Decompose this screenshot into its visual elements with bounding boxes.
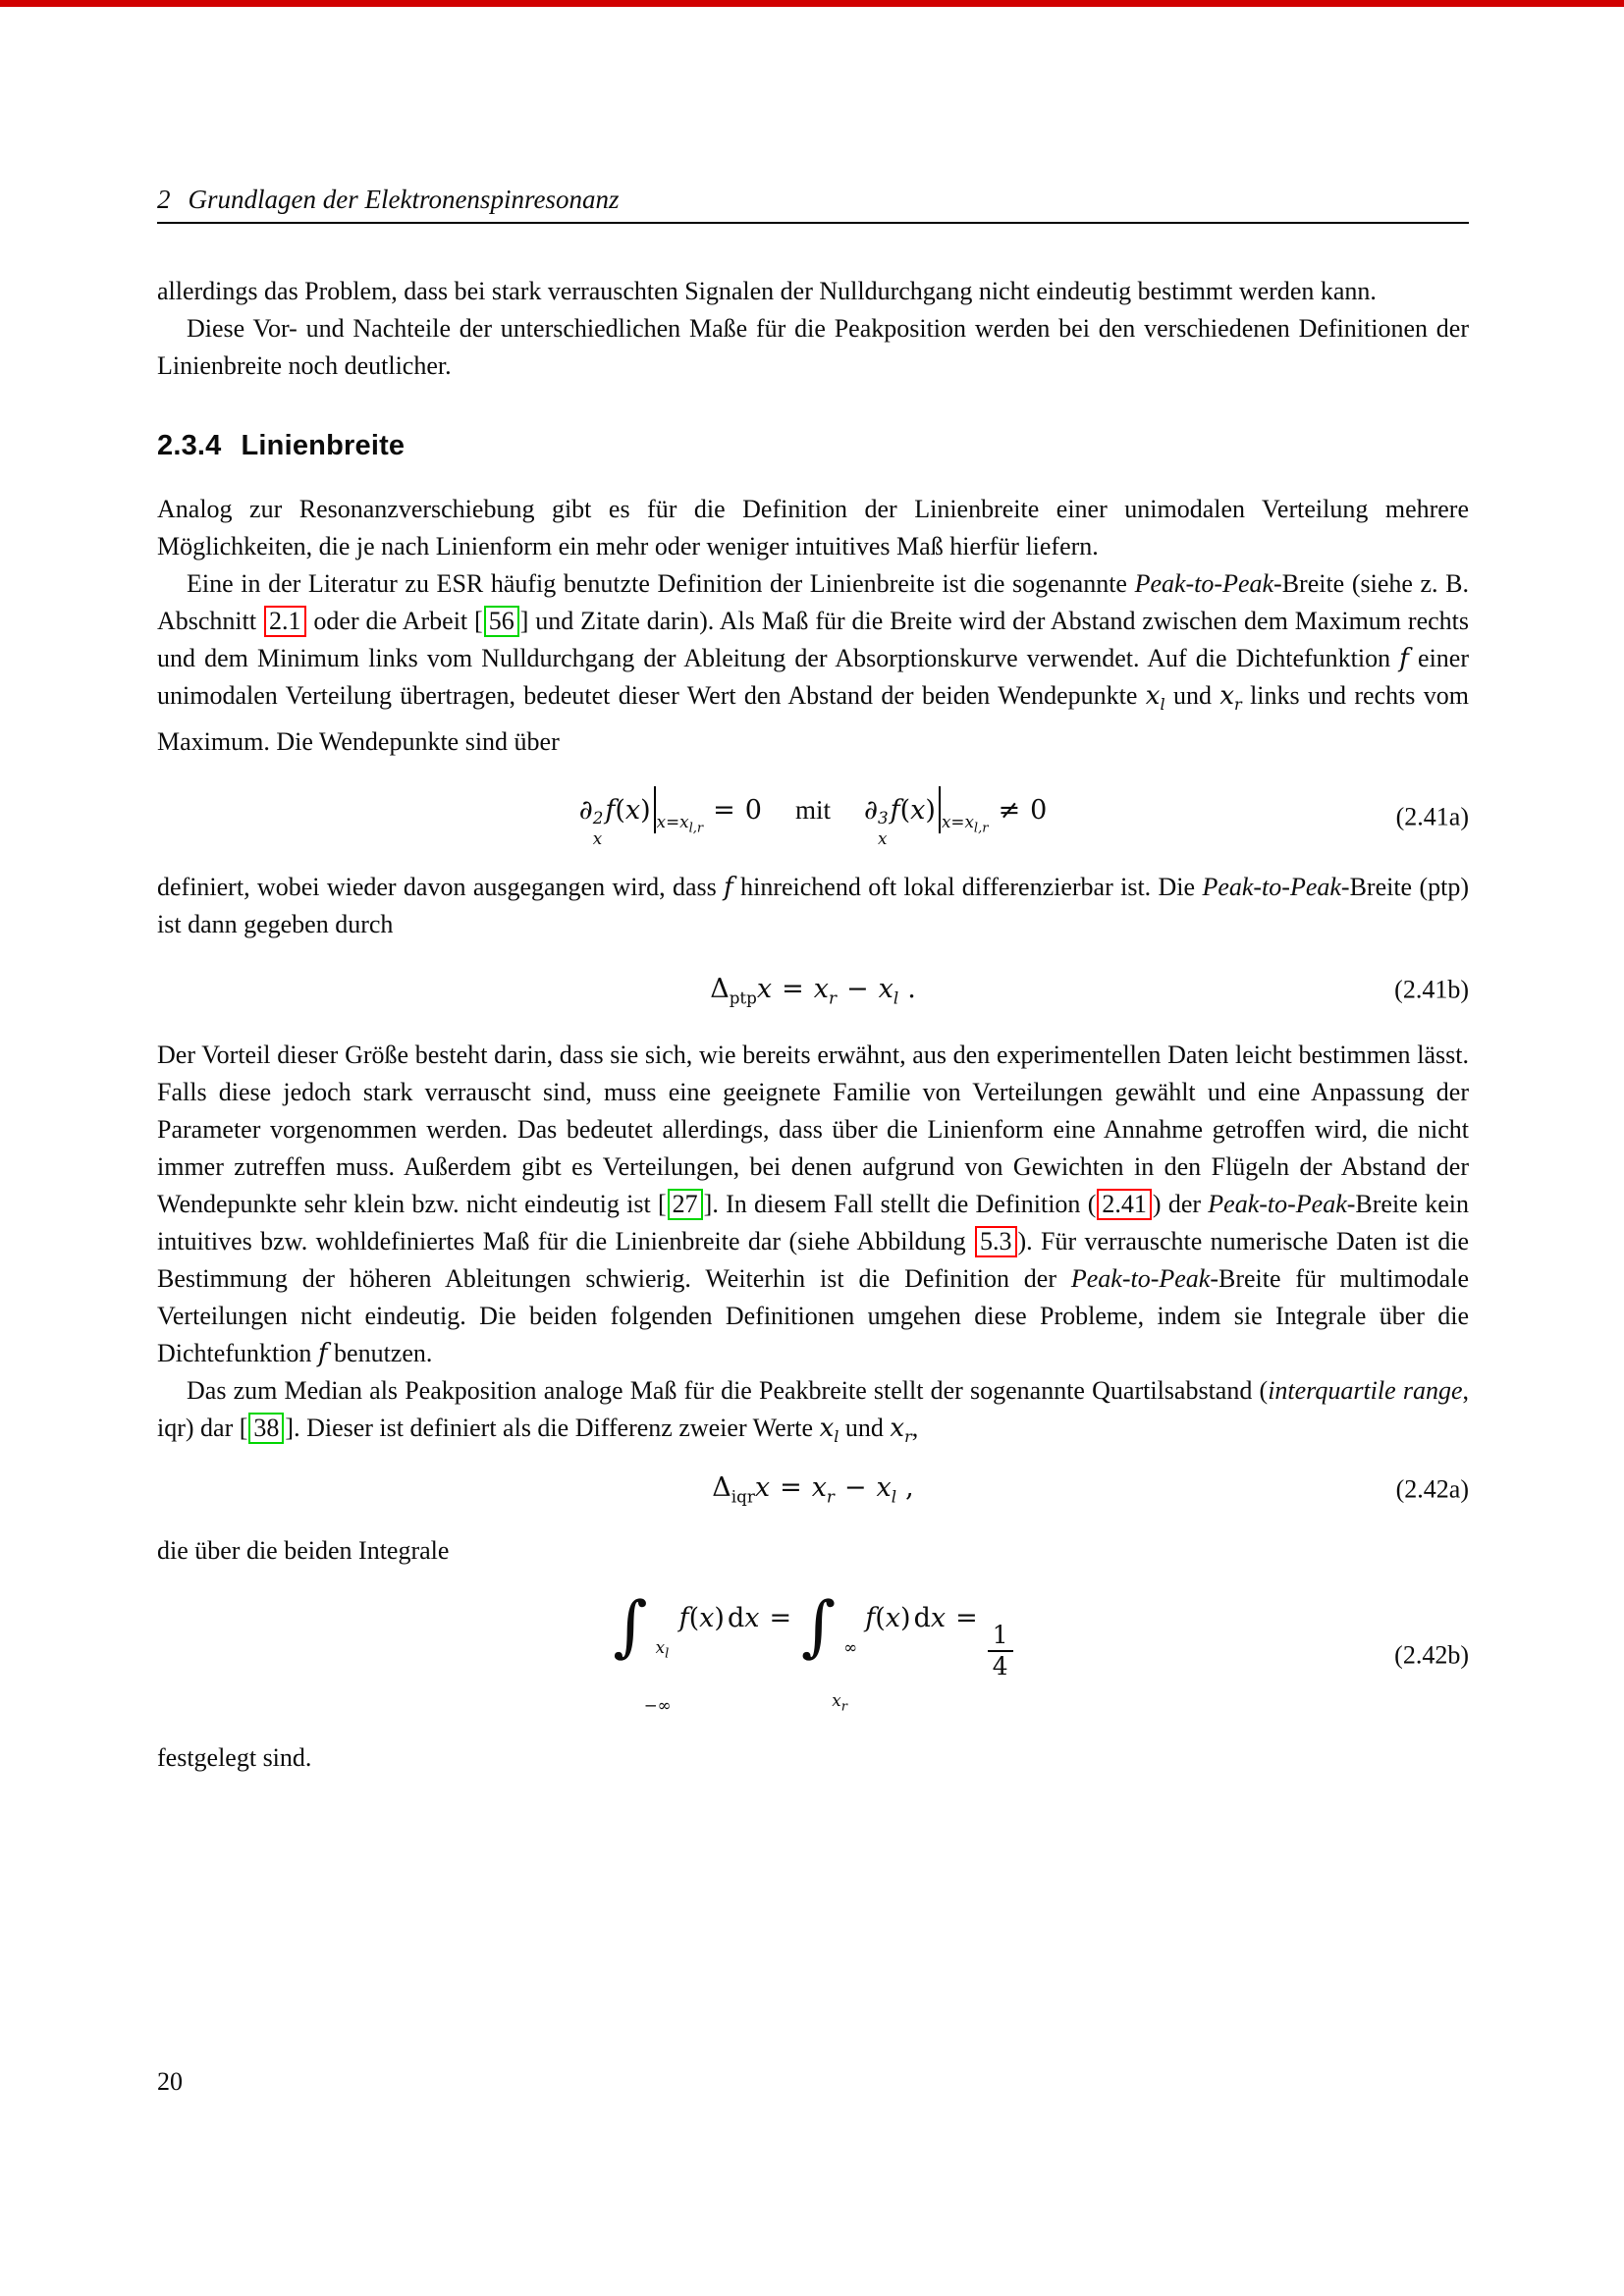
equation-2.42b: ∫ $x_l$ −∞ f(x) dx = ∫ ∞ $x_r$ f(x) dx = $\frac{1}{4}$ (2.42b)	[613, 1585, 1469, 1715]
paragraph-analog: Analog zur Resonanzverschiebung gibt es für die Definition der Linienbreite einer unimodalen Verteilung mehrere Möglichkeiten, die je nach Linienform ein mehr oder weniger intuitives Maß hierfür liefern.	[157, 495, 1469, 561]
integral-sign: ∫	[613, 1585, 648, 1664]
paragraph-festgelegt: festgelegt sind.	[157, 1742, 312, 1772]
term-interquartile-range: interquartile range	[1268, 1376, 1463, 1406]
chapter-title: Grundlagen der Elektronenspinresonanz	[188, 185, 620, 214]
equation-2.42a: $\Delta_{iqr}x = x_r - x_l$ , (2.42a)	[712, 1472, 1469, 1507]
paragraph-peak-to-peak-definition: Eine in der Literatur zu ESR häufig benutzte Definition der Linienbreite ist die sogenannte Peak-to-Peak-Breite (siehe z. B. Abschnitt 2.1 oder die Arbeit [ 56 ] und Zitate darin). Als Maß für die Breite wird der Abstand zwischen dem Maximum rechts und dem Minimum links vom Nulldurchgang der Ableitung der Absorptionskurve verwendet. Auf die Dichtefunktion f einer unimodalen Verteilung übertragen, bedeutet dieser Wert den Abstand der beiden Wendepunkte $x_l$ und $x_r$ links und rechts vom Maximum. Die Wendepunkte sind über	[157, 569, 1470, 757]
running-header	[157, 183, 1469, 216]
equation-2.41b: $\Delta_{ptp}x = x_r - x_l$ . (2.41b)	[710, 973, 1469, 1008]
page-number: 20	[157, 2067, 183, 2096]
equation-label: (2.41a)	[1395, 802, 1469, 831]
integral-sign: ∫	[801, 1585, 837, 1664]
chapter-number: 2	[157, 185, 171, 214]
term-peak-to-peak: Peak-to-Peak	[1208, 1190, 1347, 1219]
section-ref-link-2.1[interactable]: 2.1	[264, 606, 306, 637]
section-heading	[157, 428, 1469, 463]
term-peak-to-peak: Peak-to-Peak	[1070, 1264, 1211, 1294]
fraction-one-quarter: $\frac{1}{4}$	[988, 1622, 1013, 1681]
header-rule	[157, 222, 1469, 224]
section-number: 2.3.4	[157, 430, 222, 461]
term-peak-to-peak: Peak-to-Peak	[1202, 872, 1341, 901]
citation-link-56[interactable]: 56	[484, 606, 519, 637]
paragraph-continuation: allerdings das Problem, dass bei stark verrauschten Signalen der Nulldurchgang nicht eindeutig bestimmt werden kann.	[157, 277, 1377, 305]
top-edge-strip	[0, 0, 1624, 7]
equation-label: (2.41b)	[1394, 975, 1469, 1004]
paragraph-quartilsabstand: Das zum Median als Peakposition analoge Maß für die Peakbreite stellt der sogenannte Quartilsabstand (interquartile range, iqr) dar [ 38 ]. Dieser ist definiert als die Differenz zweier Werte $x_l$ und $x_r$,	[157, 1376, 1469, 1447]
equation-ref-link-2.41[interactable]: 2.41	[1097, 1189, 1152, 1220]
term-peak-to-peak: Peak-to-Peak	[1134, 569, 1274, 598]
equation-label: (2.42b)	[1394, 1640, 1469, 1670]
evaluation-bar	[654, 786, 656, 833]
equation-label: (2.42a)	[1395, 1474, 1469, 1504]
evaluation-bar	[939, 786, 941, 833]
paragraph-integrale-intro: die über die beiden Integrale	[157, 1535, 450, 1565]
paragraph-vor-nachteile: Diese Vor- und Nachteile der unterschiedlichen Maße für die Peakposition werden bei den verschiedenen Definitionen der Linienbreite noch deutlicher.	[157, 314, 1469, 380]
section-title: Linienbreite	[241, 430, 406, 461]
figure-ref-link-5.3[interactable]: 5.3	[975, 1226, 1017, 1257]
citation-link-38[interactable]: 38	[248, 1413, 284, 1444]
citation-link-27[interactable]: 27	[668, 1189, 703, 1220]
paragraph-definiert: definiert, wobei wieder davon ausgegangen wird, dass f hinreichend oft lokal differenzierbar ist. Die Peak-to-Peak-Breite (ptp) ist dann gegeben durch	[157, 872, 1469, 938]
paragraph-vorteil: Der Vorteil dieser Größe besteht darin, dass sie sich, wie bereits erwähnt, aus den experimentellen Daten leicht bestimmen lässt. Falls diese jedoch stark verrauscht sind, muss eine geeignete Familie von Verteilungen gewählt und eine Anpassung der Parameter vorgenommen werden. Das bedeutet allerdings, dass über die Linienform eine Annahme getroffen wird, die nicht immer zutreffen muss. Außerdem gibt es Verteilungen, bei denen aufgrund von Gewichten in den Flügeln der Abstand der Wendepunkte sehr klein bzw. nicht eindeutig ist [ 27 ]. In diesem Fall stellt die Definition ( 2.41 ) der Peak-to-Peak-Breite kein intuitives bzw. wohldefiniertes Maß für die Linienbreite dar (siehe Abbildung 5.3 ). Für verrauschte numerische Daten ist die Bestimmung der höheren Ableitungen schwierig. Weiterhin ist die Definition der Peak-to-Peak-Breite für multimodale Verteilungen nicht eindeutig. Die beiden folgenden Definitionen umgehen diese Probleme, indem sie Integrale über die Dichtefunktion f benutzen.	[157, 1041, 1469, 1369]
equation-2.41a: ∂ 2 x f(x) $_{x=x_{l,r}}$= 0 mit ∂ 3 x f(x) $_{x=x_{l,r}}$≠ 0 (2.41a)	[157, 786, 1469, 846]
